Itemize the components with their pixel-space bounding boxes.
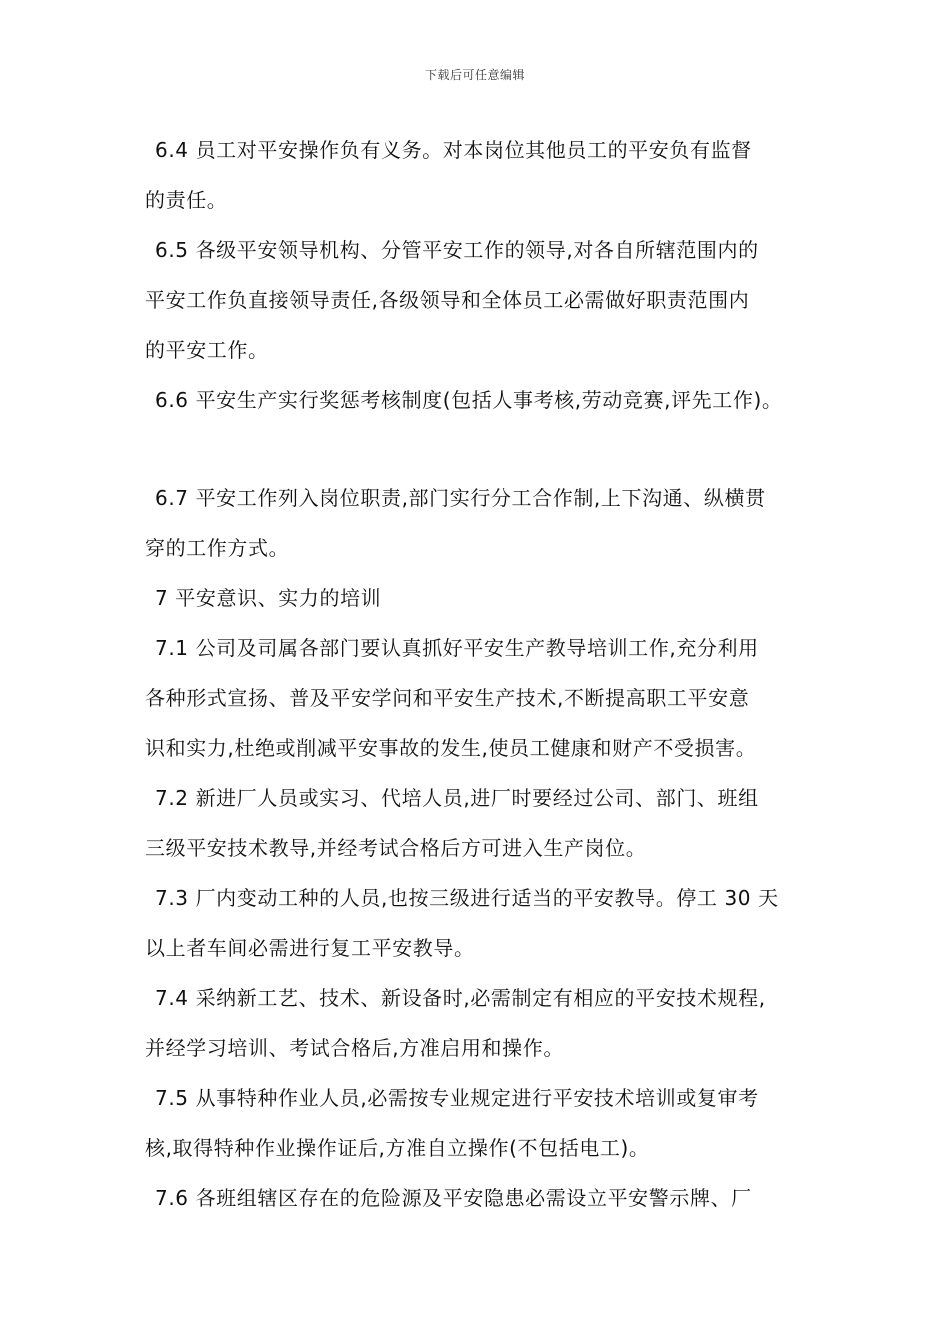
paragraph-7-6-line-1: 7.6 各班组辖区存在的危险源及平安隐患必需设立平安警示牌、厂 <box>155 1186 752 1210</box>
paragraph-7-4-line-1: 7.4 采纳新工艺、技术、新设备时,必需制定有相应的平安技术规程, <box>155 986 766 1010</box>
paragraph-6-4-line-1: 6.4 员工对平安操作负有义务。对本岗位其他员工的平安负有监督 <box>155 138 752 162</box>
paragraph-7-4-line-2: 并经学习培训、考试合格后,方准启用和操作。 <box>145 1036 564 1060</box>
paragraph-7-5-line-1: 7.5 从事特种作业人员,必需按专业规定进行平安技术培训或复审考 <box>155 1086 759 1110</box>
paragraph-7-1-line-1: 7.1 公司及司属各部门要认真抓好平安生产教导培训工作,充分利用 <box>155 636 759 660</box>
paragraph-6-4-line-2: 的责任。 <box>145 188 228 212</box>
paragraph-7-5-line-2: 核,取得特种作业操作证后,方准自立操作(不包括电工)。 <box>145 1136 650 1160</box>
paragraph-7-2-line-1: 7.2 新进厂人员或实习、代培人员,进厂时要经过公司、部门、班组 <box>155 786 759 810</box>
paragraph-7-1-line-3: 识和实力,杜绝或削减平安事故的发生,使员工健康和财产不受损害。 <box>145 736 757 760</box>
paragraph-6-7-line-1: 6.7 平安工作列入岗位职责,部门实行分工合作制,上下沟通、纵横贯 <box>155 486 766 510</box>
paragraph-6-7-line-2: 穿的工作方式。 <box>145 536 290 560</box>
paragraph-7-3-line-2: 以上者车间必需进行复工平安教导。 <box>145 936 475 960</box>
paragraph-7-2-line-2: 三级平安技术教导,并经考试合格后方可进入生产岗位。 <box>145 836 647 860</box>
paragraph-7-3-line-1: 7.3 厂内变动工种的人员,也按三级进行适当的平安教导。停工 30 天 <box>155 886 779 910</box>
paragraph-6-6-line-1: 6.6 平安生产实行奖惩考核制度(包括人事考核,劳动竞赛,评先工作)。 <box>155 388 783 412</box>
paragraph-7-1-line-2: 各种形式宣扬、普及平安学问和平安生产技术,不断提高职工平安意 <box>145 686 750 710</box>
page-header: 下载后可任意编辑 <box>424 68 525 82</box>
section-7-heading: 7 平安意识、实力的培训 <box>155 586 382 610</box>
paragraph-6-5-line-2: 平安工作负直接领导责任,各级领导和全体员工必需做好职责范围内 <box>145 288 750 312</box>
paragraph-6-5-line-3: 的平安工作。 <box>145 338 269 362</box>
paragraph-6-5-line-1: 6.5 各级平安领导机构、分管平安工作的领导,对各自所辖范围内的 <box>155 238 759 262</box>
